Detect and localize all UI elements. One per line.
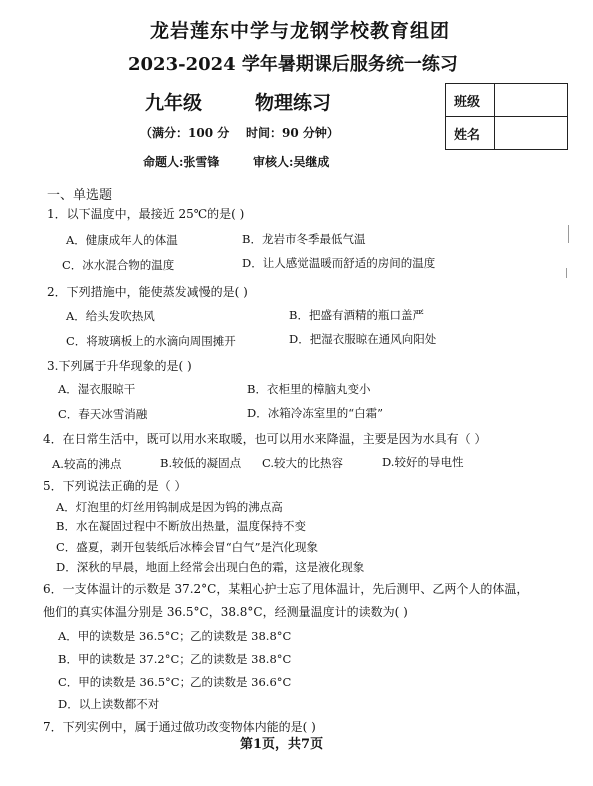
question-1-option-a: A．健康成年人的体温 [66, 233, 178, 247]
question-3-stem: 3.下列属于升华现象的是( ) [47, 359, 192, 373]
scan-mark [566, 268, 567, 278]
name-field[interactable] [495, 117, 568, 150]
question-6-stem: 6．一支体温计的示数是 37.2°C，某粗心护士忘了甩体温计，先后测甲、乙两个人的体温， [43, 582, 529, 596]
subject-title: 物理练习 [255, 92, 332, 114]
question-2-option-a: A．给头发吹热风 [66, 309, 155, 323]
school-title: 龙岩莲东中学与龙钢学校教育组团 [150, 20, 451, 42]
question-2-option-c: C．将玻璃板上的水滴向周围摊开 [66, 334, 236, 348]
question-6-stem-continued: 他们的真实体温分别是 36.5°C，38.8°C，经测量温度计的读数为( ) [43, 605, 408, 619]
question-5-stem: 5．下列说法正确的是（ ） [43, 479, 187, 493]
question-5-option-a: A．灯泡里的灯丝用钨制成是因为钨的沸点高 [56, 500, 283, 514]
question-6-option-b: B．甲的读数是 37.2°C； [58, 652, 191, 666]
question-4-stem: 4．在日常生活中，既可以用水来取暖，也可以用水来降温，主要是因为水具有（ ） [43, 432, 487, 446]
time-info: 时间：90 分钟） [246, 126, 339, 140]
question-5-option-c: C．盛夏，剥开包装纸后冰棒会冒“白气”是汽化现象 [56, 540, 319, 554]
question-1-option-b: B．龙岩市冬季最低气温 [242, 232, 366, 246]
name-label: 姓名 [446, 117, 495, 150]
question-3-option-d: D．冰箱冷冻室里的“白霜” [247, 406, 383, 420]
grade-label: 九年级 [145, 92, 203, 114]
question-7-stem: 7．下列实例中，属于通过做功改变物体内能的是( ) [43, 720, 316, 734]
question-4-option-a: A.较高的沸点 [52, 457, 122, 471]
question-2-option-b: B．把盛有酒精的瓶口盖严 [289, 308, 424, 322]
author-info: 命题人:张雪锋 [143, 155, 220, 169]
question-5-option-d: D．深秋的早晨，地面上经常会出现白色的霜，这是液化现象 [56, 560, 365, 574]
question-4-option-c: C.较大的比热容 [262, 456, 344, 470]
question-6-option-c-second: 乙的读数是 36.6°C [190, 675, 292, 689]
question-2-stem: 2．下列措施中，能使蒸发减慢的是( ) [47, 285, 248, 299]
question-4-option-d: D.较好的导电性 [382, 455, 464, 469]
question-6-option-c: C．甲的读数是 36.5°C； [58, 675, 192, 689]
reviewer-info: 审核人:吴继成 [253, 155, 330, 169]
question-6-option-d: D．以上读数都不对 [58, 697, 160, 711]
question-6-option-a-second: 乙的读数是 38.8°C [190, 629, 292, 643]
question-6-option-b-second: 乙的读数是 38.8°C [190, 652, 292, 666]
question-5-option-b: B．水在凝固过程中不断放出热量，温度保持不变 [56, 519, 306, 533]
question-1-option-d: D．让人感觉温暖而舒适的房间的温度 [242, 256, 436, 270]
question-3-option-c: C．春天冰雪消融 [58, 407, 148, 421]
class-field[interactable] [495, 84, 568, 117]
section-title: 一、单选题 [47, 188, 113, 203]
class-label: 班级 [446, 84, 495, 117]
question-2-option-d: D．把湿衣服晾在通风向阳处 [289, 332, 437, 346]
score-info: （满分：100 分 [140, 126, 230, 140]
question-6-option-a: A．甲的读数是 36.5°C； [58, 629, 191, 643]
question-1-option-c: C．冰水混合物的温度 [62, 258, 175, 272]
question-4-option-b: B.较低的凝固点 [160, 456, 242, 470]
exam-title: 2023-2024 学年暑期课后服务统一练习 [128, 54, 458, 75]
question-3-option-a: A．湿衣服晾干 [58, 382, 136, 396]
page-number: 第1页，共7页 [240, 737, 324, 752]
question-3-option-b: B．衣柜里的樟脑丸变小 [247, 382, 371, 396]
student-info-table [445, 83, 568, 150]
question-1-stem: 1．以下温度中，最接近 25℃的是( ) [47, 207, 245, 221]
scan-mark [568, 225, 569, 243]
